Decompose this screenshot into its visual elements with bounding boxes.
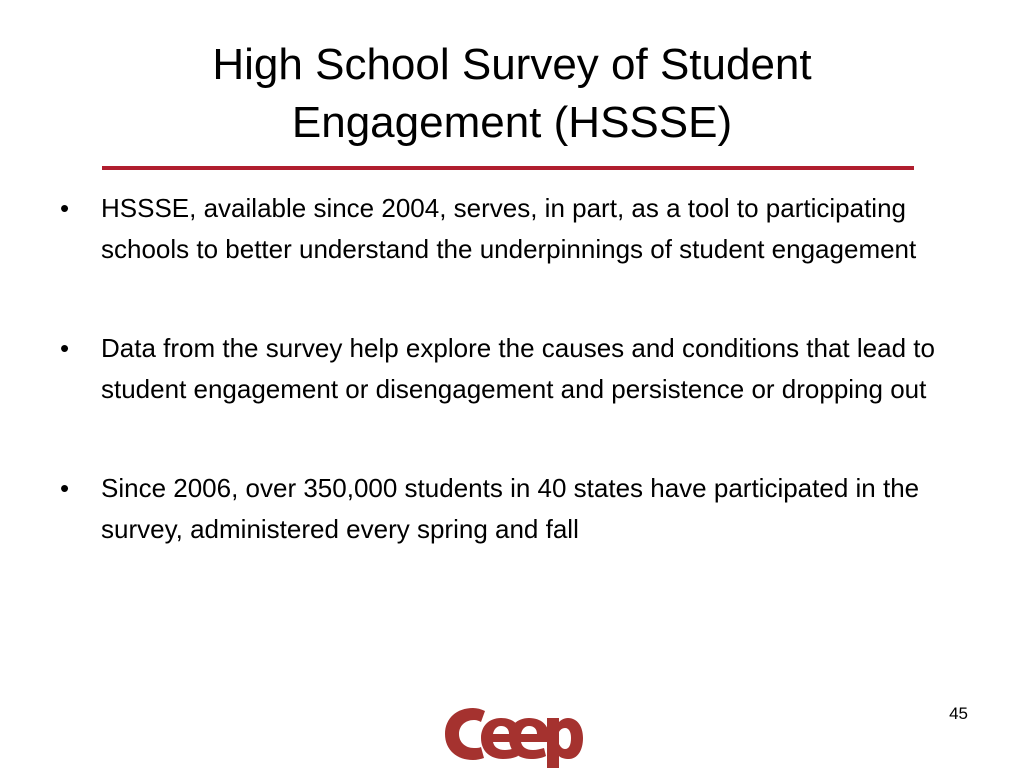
bullet-marker: • [60, 473, 70, 503]
bullet-text: Since 2006, over 350,000 students in 40 states have participated in the survey, administered every spring and fall [101, 473, 920, 544]
logo-letter-p [547, 718, 583, 768]
ceep-logo [443, 704, 583, 768]
slide-title-line-2: Engagement (HSSSE) [291, 98, 733, 147]
title-divider [102, 166, 914, 170]
ceep-logo-mark [445, 708, 583, 768]
logo-letter-c [445, 708, 485, 760]
bullet-list [60, 188, 960, 550]
bullet-item [60, 468, 960, 550]
bullet-item [60, 188, 960, 270]
slide-title-line-1: High School Survey of Student [212, 40, 812, 89]
bullet-text: Data from the survey help explore the causes and conditions that lead to student engagement or disengagement and persistence or dropping out [101, 333, 935, 404]
logo-letter-e [509, 718, 549, 759]
page-number: 45 [949, 704, 968, 723]
bullet-marker: • [60, 193, 70, 223]
slide-title [100, 36, 924, 152]
bullet-marker: • [60, 333, 70, 363]
bullet-text: HSSSE, available since 2004, serves, in part, as a tool to participating schools to better understand the underpinnings of student engagement [101, 193, 917, 264]
bullet-item [60, 328, 960, 410]
